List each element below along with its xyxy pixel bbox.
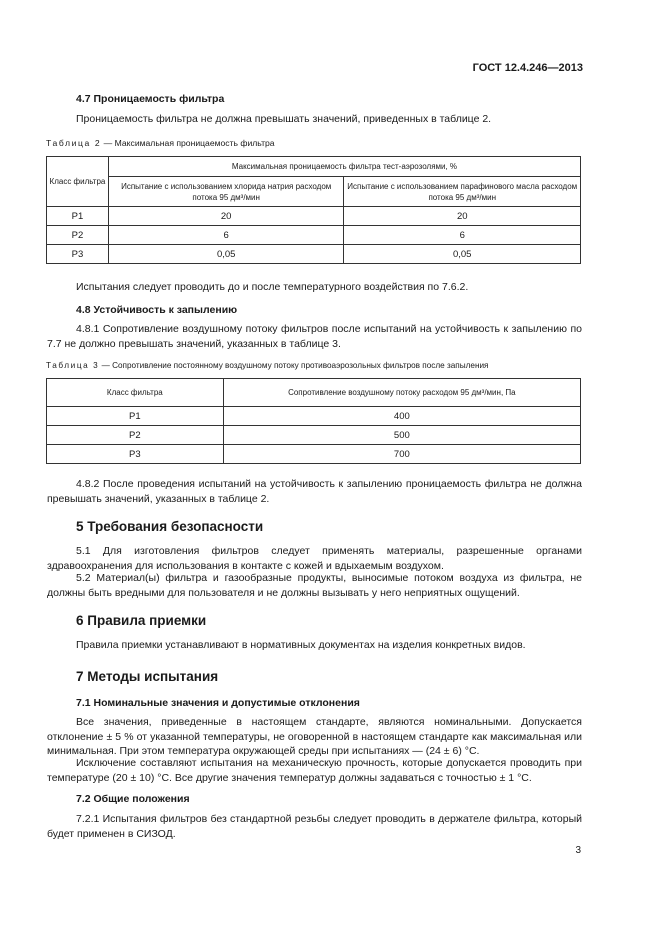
section-5-2-text: 5.2 Материал(ы) фильтра и газообразные продукты, выносимые потоком воздуха из фильтра, не должны быть вредными для пользователя и не должны вызывать у него неприятных ощущений. bbox=[47, 572, 582, 599]
table-cell: Р1 bbox=[47, 207, 109, 226]
table-2-caption bbox=[46, 138, 275, 148]
table-2 bbox=[46, 156, 581, 264]
table-cell: 500 bbox=[223, 426, 580, 445]
table-cell: 20 bbox=[108, 207, 344, 226]
table-2-header-class: Класс фильтра bbox=[47, 157, 109, 207]
table-2-caption-label: Таблица 2 bbox=[46, 138, 102, 148]
table-3-header-class: Класс фильтра bbox=[47, 379, 224, 407]
section-6-heading: 6 Правила приемки bbox=[76, 613, 207, 628]
table-3-caption-label: Таблица 3 bbox=[46, 361, 100, 370]
table-2-caption-text: — Максимальная проницаемость фильтра bbox=[101, 138, 275, 148]
page-number: 3 bbox=[575, 845, 581, 856]
section-4-8-heading: 4.8 Устойчивость к запылению bbox=[76, 304, 238, 316]
table-3-caption-text: — Сопротивление постоянному воздушному потоку противоаэрозольных фильтров после запыления bbox=[99, 361, 489, 370]
section-4-8-1-text: 4.8.1 Сопротивление воздушному потоку фильтров после испытаний на устойчивость к запылению по 7.7 не должно превышать значений, указанных в таблице 3. bbox=[47, 323, 582, 350]
table-2-header-nacl: Испытание с использованием хлорида натрия расходом потока 95 дм³/мин bbox=[108, 177, 344, 207]
table-row bbox=[47, 407, 581, 426]
section-7-1-text-b: Исключение составляют испытания на механическую прочность, которые допускается проводить при температуре (20 ± 10) °С. Все другие значения температур должны задаваться с точностью ± 1 °С. bbox=[47, 757, 582, 784]
table-row bbox=[47, 426, 581, 445]
table-3-caption bbox=[46, 361, 586, 370]
table-cell: Р1 bbox=[47, 407, 224, 426]
table-cell: Р2 bbox=[47, 226, 109, 245]
section-4-8-2-text: 4.8.2 После проведения испытаний на устойчивость к запылению проницаемость фильтра не должна превышать значений, указанных в таблице 2. bbox=[47, 478, 582, 505]
table-row bbox=[47, 226, 581, 245]
table-2-note: Испытания следует проводить до и после температурного воздействия по 7.6.2. bbox=[76, 281, 469, 293]
section-5-heading: 5 Требования безопасности bbox=[76, 519, 264, 534]
section-7-1-text-a: Все значения, приведенные в настоящем стандарте, являются номинальными. Допускается отклонение ± 5 % от указанной температуры, не оговоренной в настоящем стандарте как максимальная или минимальная. При этом температура окружающей среды при испытаниях — (24 ± 6) °С. bbox=[47, 716, 582, 757]
table-2-header-paraffin: Испытание с использованием парафинового масла расходом потока 95 дм³/мин bbox=[344, 177, 581, 207]
section-6-text: Правила приемки устанавливают в нормативных документах на изделия конкретных видов. bbox=[76, 639, 526, 651]
table-row bbox=[47, 445, 581, 464]
table-cell: 20 bbox=[344, 207, 581, 226]
table-cell: Р3 bbox=[47, 245, 109, 264]
table-3-header-resistance: Сопротивление воздушному потоку расходом 95 дм³/мин, Па bbox=[223, 379, 580, 407]
section-7-2-1-text: 7.2.1 Испытания фильтров без стандартной резьбы следует проводить в держателе фильтра, который будет применен в СИЗОД. bbox=[47, 813, 582, 840]
document-id-header: ГОСТ 12.4.246—2013 bbox=[472, 62, 583, 74]
table-cell: 700 bbox=[223, 445, 580, 464]
table-row bbox=[47, 207, 581, 226]
section-7-1-heading: 7.1 Номинальные значения и допустимые отклонения bbox=[76, 697, 360, 709]
table-cell: Р3 bbox=[47, 445, 224, 464]
table-3 bbox=[46, 378, 581, 464]
table-cell: 6 bbox=[344, 226, 581, 245]
section-7-heading: 7 Методы испытания bbox=[76, 669, 219, 684]
table-2-header-group: Максимальная проницаемость фильтра тест-аэрозолями, % bbox=[108, 157, 580, 177]
table-cell: Р2 bbox=[47, 426, 224, 445]
table-row bbox=[47, 245, 581, 264]
section-7-2-heading: 7.2 Общие положения bbox=[76, 793, 190, 805]
table-cell: 0,05 bbox=[108, 245, 344, 264]
section-5-1-text: 5.1 Для изготовления фильтров следует применять материалы, разрешенные органами здравоохранения для использования в контакте с кожей и вдыхаемым воздухом. bbox=[47, 545, 582, 572]
table-cell: 0,05 bbox=[344, 245, 581, 264]
section-4-7-text: Проницаемость фильтра не должна превышать значений, приведенных в таблице 2. bbox=[76, 113, 492, 125]
table-cell: 6 bbox=[108, 226, 344, 245]
section-4-7-heading: 4.7 Проницаемость фильтра bbox=[76, 93, 225, 105]
table-cell: 400 bbox=[223, 407, 580, 426]
